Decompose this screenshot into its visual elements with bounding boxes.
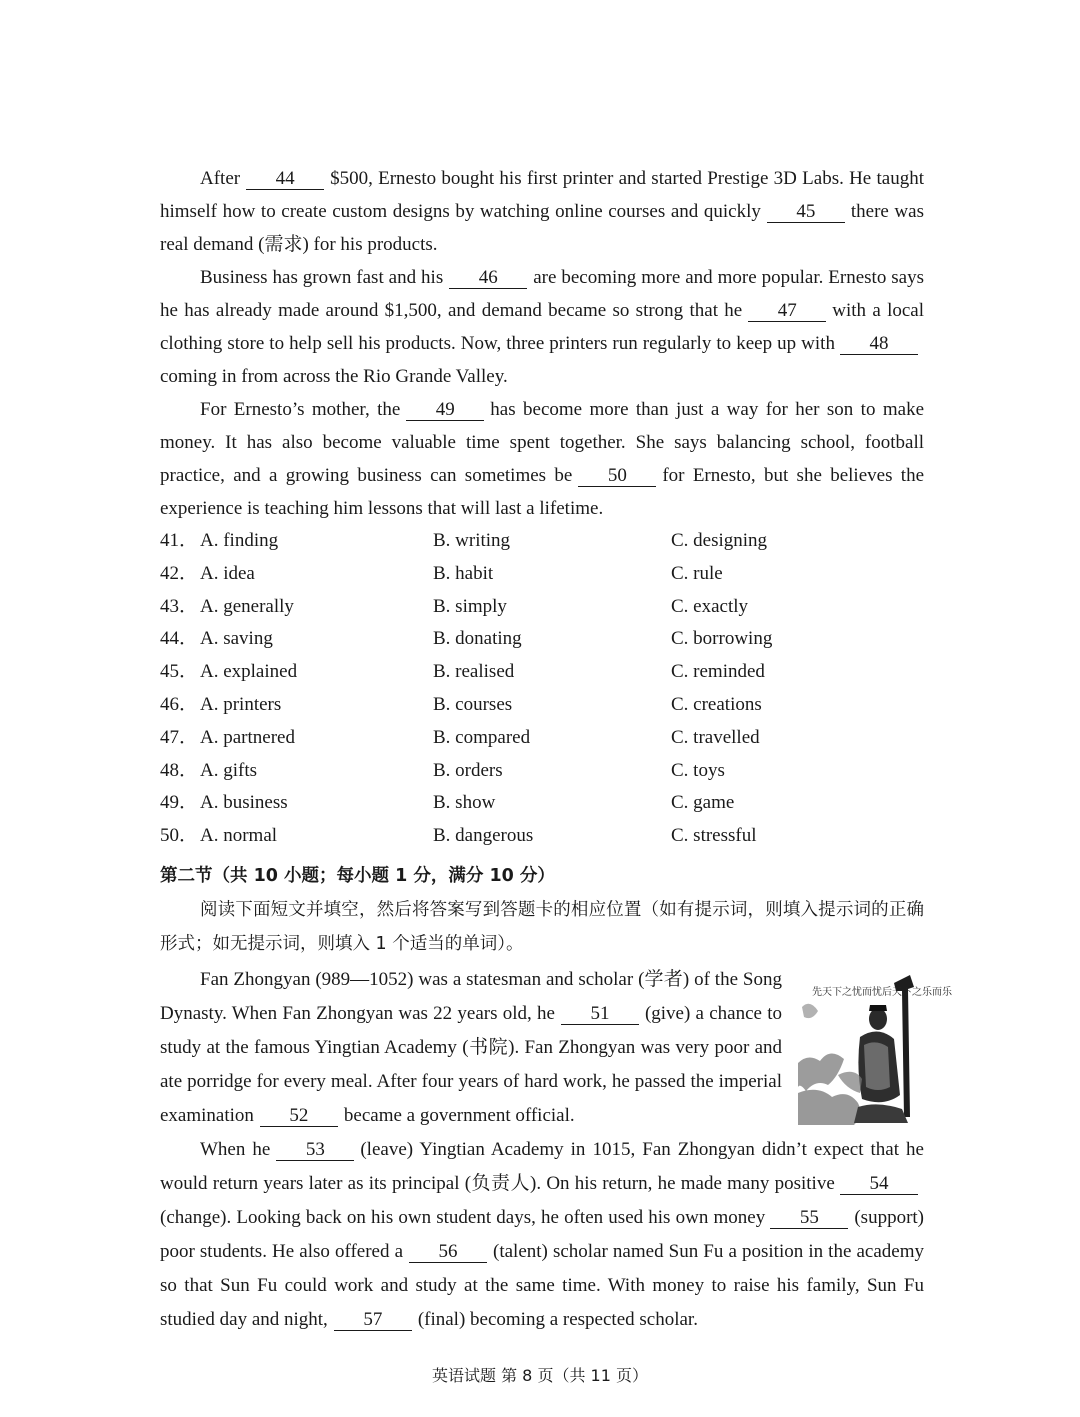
option-row [160,623,924,656]
option-row [160,591,924,624]
option-b[interactable]: B. simply [433,595,507,617]
fan-zhongyan-intro [160,963,952,1133]
text: After [200,168,241,189]
question-number: 48． [160,759,199,781]
option-a[interactable]: A. gifts [200,759,257,781]
option-row [160,525,924,558]
text: has become more than just a way for her son to make money. It has also become valuable time spent together. She says balancing school, football practice, and a growing business can sometimes be [160,399,924,486]
text: (support) poor students. He also offered a [160,1206,925,1262]
option-c[interactable]: C. game [671,792,735,814]
blank-48[interactable]: 48 [840,334,918,355]
option-b[interactable]: B. orders [433,759,503,781]
option-b[interactable]: B. compared [433,726,531,748]
option-c[interactable]: C. rule [671,562,723,584]
blank-55[interactable]: 55 [770,1208,848,1229]
intro-text [160,963,782,1133]
section-title: 第二节（共 10 小题；每小题 1 分，满分 10 分） [160,865,555,886]
option-c[interactable]: C. travelled [671,726,760,748]
option-a[interactable]: A. finding [200,530,279,551]
option-c[interactable]: C. toys [671,759,725,781]
blank-46[interactable]: 46 [449,268,527,289]
option-c[interactable]: C. stressful [671,825,757,847]
option-row [160,820,924,853]
text: (give) a chance to study at the famous Yingtian Academy (书院). Fan Zhongyan was very poor and ate porridge for every meal. After four years of hard work, he passed the imperial examination [160,1002,782,1126]
text: coming in from across the Rio Grande Valley. [160,366,508,387]
option-row [160,558,924,591]
question-number: 42． [160,562,199,584]
blank-56[interactable]: 56 [409,1242,487,1263]
blank-57[interactable]: 57 [334,1310,412,1331]
option-b[interactable]: B. courses [433,693,513,715]
text: $500, Ernesto bought his first printer and started Prestige 3D Labs. He taught himself how to create custom designs by watching online courses and quickly [160,168,924,222]
text: became a government official. [343,1104,575,1126]
option-a[interactable]: A. partnered [200,726,295,748]
option-a[interactable]: A. saving [200,628,273,650]
option-c[interactable]: C. exactly [671,595,749,617]
question-number: 45． [160,661,199,683]
question-number: 44． [160,628,199,650]
paragraph-fan-2 [160,1133,924,1337]
text: for Ernesto, but she believes the experience is teaching him lessons that will last a lifetime. [160,465,925,519]
blank-47[interactable]: 47 [748,301,826,322]
fan-zhongyan-continued [160,1133,924,1337]
fan-zhongyan-illustration [798,967,952,1133]
text: with a local clothing store to help sell his products. Now, three printers run regularly to keep up with [160,300,924,354]
question-number: 41． [160,530,199,551]
blank-54[interactable]: 54 [840,1174,918,1195]
paragraph-ernesto-2 [160,261,924,393]
blank-49[interactable]: 49 [406,400,484,421]
exam-page [160,162,952,1337]
option-c[interactable]: C. designing [671,530,768,551]
answer-options [160,525,924,853]
option-c[interactable]: C. creations [671,693,762,715]
option-b[interactable]: B. habit [433,562,494,584]
question-number: 43． [160,595,199,617]
blank-50[interactable]: 50 [578,466,656,487]
paragraph-ernesto-3 [160,393,924,525]
option-a[interactable]: A. normal [200,825,278,847]
text: For Ernesto’s mother, the [200,399,401,420]
option-row [160,755,924,788]
text: there was real demand (需求) for his products. [160,201,924,255]
option-b[interactable]: B. show [433,792,496,814]
option-b[interactable]: B. dangerous [433,825,534,847]
text: Fan Zhongyan (989—1052) was a statesman and scholar (学者) of the Song Dynasty. When Fan Zhongyan was 22 years old, he [160,968,782,1024]
option-row [160,689,924,722]
option-a[interactable]: A. generally [200,595,294,617]
option-a[interactable]: A. business [200,792,288,814]
blank-52[interactable]: 52 [260,1106,338,1127]
blank-44[interactable]: 44 [246,169,324,190]
text: When he [200,1138,271,1160]
ink-painting-image [798,967,952,1127]
blank-53[interactable]: 53 [276,1140,354,1161]
calligraphy-text: 先天下之忧而忧后天下之乐而乐 [812,986,952,998]
option-b[interactable]: B. writing [433,530,511,551]
blank-45[interactable]: 45 [767,202,845,223]
text: (leave) Yingtian Academy in 1015, Fan Zhongyan didn’t expect that he would return years later as its principal (负责人). On his return, he made many positive [160,1138,924,1194]
paragraph-ernesto-1 [160,162,924,261]
question-number: 49． [160,792,199,814]
option-a[interactable]: A. idea [200,562,255,584]
paragraph-fan-1 [160,963,782,1133]
page-footer: 英语试题 第 8 页（共 11 页） [432,1366,648,1385]
question-number: 46． [160,693,199,715]
option-row [160,722,924,755]
option-a[interactable]: A. explained [200,661,298,683]
question-number: 47． [160,726,199,748]
text: (change). Looking back on his own student days, he often used his own money [160,1206,766,1228]
text: are becoming more and more popular. Ernesto says he has already made around $1,500, and demand became so strong that he [160,267,924,321]
text: Business has grown fast and his [200,267,444,288]
section-instruction: 阅读下面短文并填空，然后将答案写到答题卡的相应位置（如有提示词，则填入提示词的正确形式；如无提示词，则填入 1 个适当的单词）。 [160,899,924,954]
option-c[interactable]: C. reminded [671,661,765,683]
option-a[interactable]: A. printers [200,693,282,715]
option-row [160,656,924,689]
question-number: 50． [160,825,199,847]
option-b[interactable]: B. realised [433,661,515,683]
blank-51[interactable]: 51 [561,1004,639,1025]
option-c[interactable]: C. borrowing [671,628,773,650]
text: (talent) scholar named Sun Fu a position in the academy so that Sun Fu could work and study at the same time. With money to raise his family, Sun Fu studied day and night, [160,1240,924,1330]
option-b[interactable]: B. donating [433,628,522,650]
text: (final) becoming a respected scholar. [417,1308,698,1330]
option-row [160,787,924,820]
